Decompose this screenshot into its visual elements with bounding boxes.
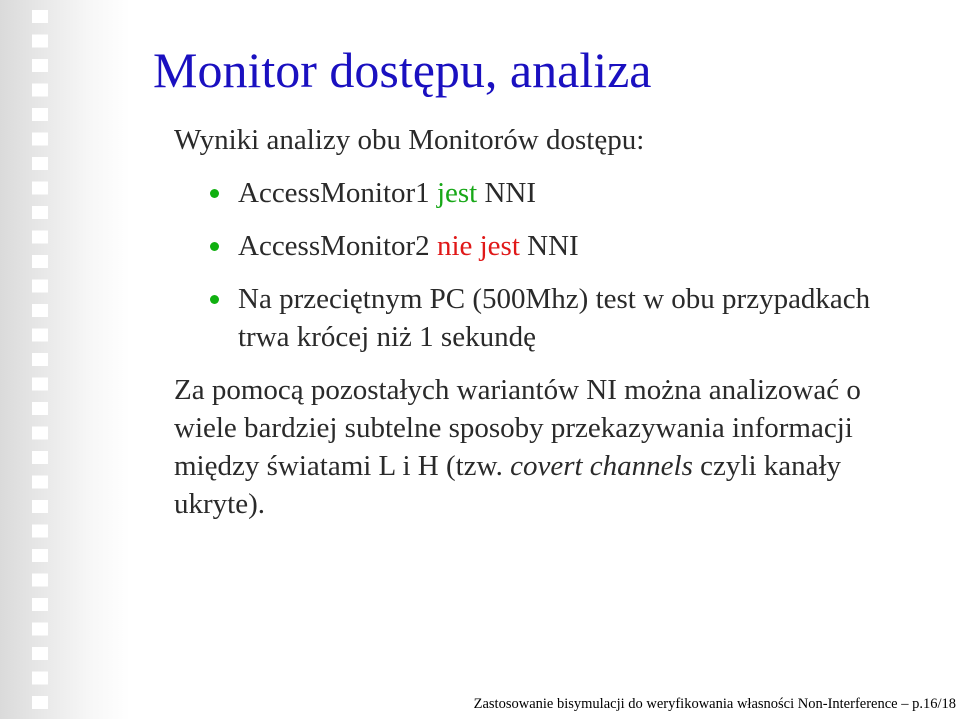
paragraph-text-end: czyli kanały ukryte). bbox=[174, 450, 842, 520]
closing-paragraph bbox=[174, 371, 914, 523]
monitor-name: AccessMonitor1 bbox=[238, 177, 437, 209]
slide-title: Monitor dostępu, analiza bbox=[153, 42, 652, 98]
monitor-name: AccessMonitor2 bbox=[238, 230, 437, 262]
status-positive: jest bbox=[436, 177, 478, 209]
bullet-item-accessmonitor2 bbox=[238, 227, 914, 265]
bullet-dot-icon bbox=[210, 242, 219, 251]
sidebar-squares-pattern bbox=[32, 10, 48, 710]
paragraph-italic-term: covert channels bbox=[510, 450, 693, 482]
status-suffix: NNI bbox=[519, 230, 579, 262]
status-suffix: NNI bbox=[477, 177, 537, 209]
bullet-item-performance bbox=[238, 280, 914, 356]
intro-line: Wyniki analizy obu Monitorów dostępu: bbox=[174, 124, 645, 156]
bullet-dot-icon bbox=[210, 295, 219, 304]
bullet-dot-icon bbox=[210, 189, 219, 198]
status-negative: nie jest bbox=[436, 230, 520, 262]
bullet-list bbox=[174, 174, 914, 356]
slide-body bbox=[174, 121, 914, 523]
decorative-sidebar bbox=[0, 0, 130, 719]
performance-text: Na przeciętnym PC (500Mhz) test w obu przypadkach trwa krócej niż 1 sekundę bbox=[238, 283, 871, 353]
slide-footer: Zastosowanie bisymulacji do weryfikowania własności Non-Interference – p.16/18 bbox=[473, 696, 956, 712]
paragraph-text: Za pomocą pozostałych wariantów NI można analizować o wiele bardziej subtelne sposoby przekazywania informacji między światami L i H (tzw. bbox=[174, 374, 861, 482]
bullet-item-accessmonitor1 bbox=[238, 174, 914, 212]
